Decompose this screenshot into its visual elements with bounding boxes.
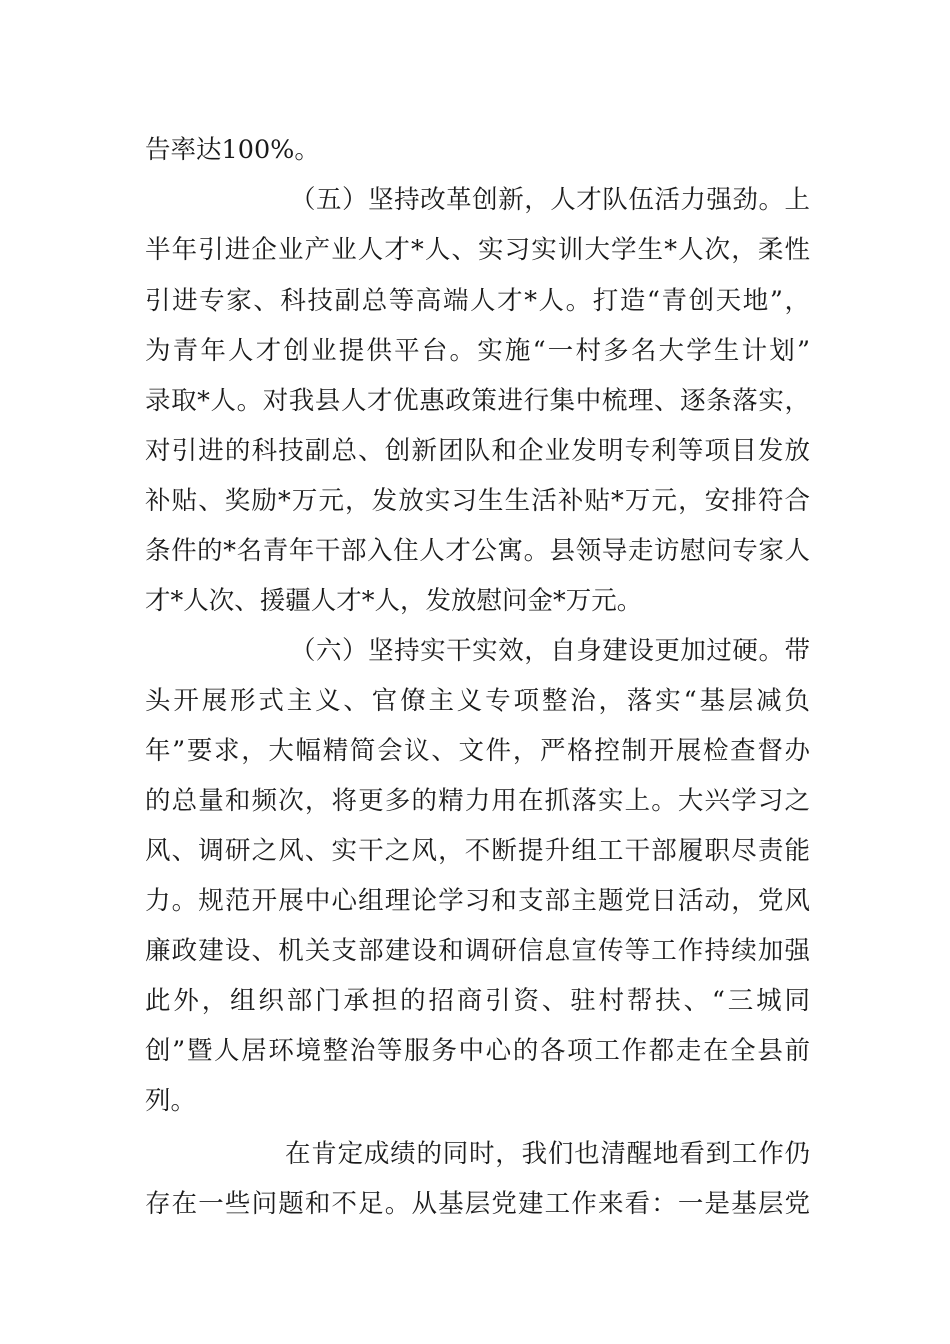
text-line: 补贴、奖励*万元，发放实习生生活补贴*万元，安排符合 <box>145 486 810 516</box>
text-line: 头开展形式主义、官僚主义专项整治，落实“基层减负 <box>145 686 810 716</box>
text-line: 引进专家、科技副总等高端人才*人。打造“青创天地”， <box>145 286 810 316</box>
text-line: 力。规范开展中心组理论学习和支部主题党日活动，党风 <box>145 886 810 916</box>
text-line: 廉政建设、机关支部建设和调研信息宣传等工作持续加强 <box>145 936 810 966</box>
text-line: 条件的*名青年干部入住人才公寓。县领导走访慰问专家人 <box>145 536 810 566</box>
section-heading-6: （六）坚持实干实效，自身建设更加过硬。带 <box>290 636 810 666</box>
text-line: 告率达100%。 <box>145 135 320 165</box>
text-line: 对引进的科技副总、创新团队和企业发明专利等项目发放 <box>145 436 810 466</box>
text-line: 年”要求，大幅精简会议、文件，严格控制开展检查督办 <box>145 736 810 766</box>
paragraph-start: 在肯定成绩的同时，我们也清醒地看到工作仍 <box>285 1139 810 1169</box>
text-line: 列。 <box>145 1086 197 1116</box>
text-line: 存在一些问题和不足。从基层党建工作来看：一是基层党 <box>145 1189 810 1219</box>
text-line: 才*人次、援疆人才*人，发放慰问金*万元。 <box>145 586 643 616</box>
text-line: 的总量和频次，将更多的精力用在抓落实上。大兴学习之 <box>145 786 810 816</box>
text-line: 半年引进企业产业人才*人、实习实训大学生*人次，柔性 <box>145 235 810 265</box>
text-line: 创”暨人居环境整治等服务中心的各项工作都走在全县前 <box>145 1036 810 1066</box>
text-line: 此外，组织部门承担的招商引资、驻村帮扶、“三城同 <box>145 986 810 1016</box>
section-heading-5: （五）坚持改革创新，人才队伍活力强劲。上 <box>290 185 810 215</box>
text-line: 风、调研之风、实干之风，不断提升组工干部履职尽责能 <box>145 836 810 866</box>
text-line: 录取*人。对我县人才优惠政策进行集中梳理、逐条落实， <box>145 386 810 416</box>
text-line: 为青年人才创业提供平台。实施“一村多名大学生计划” <box>145 336 810 366</box>
